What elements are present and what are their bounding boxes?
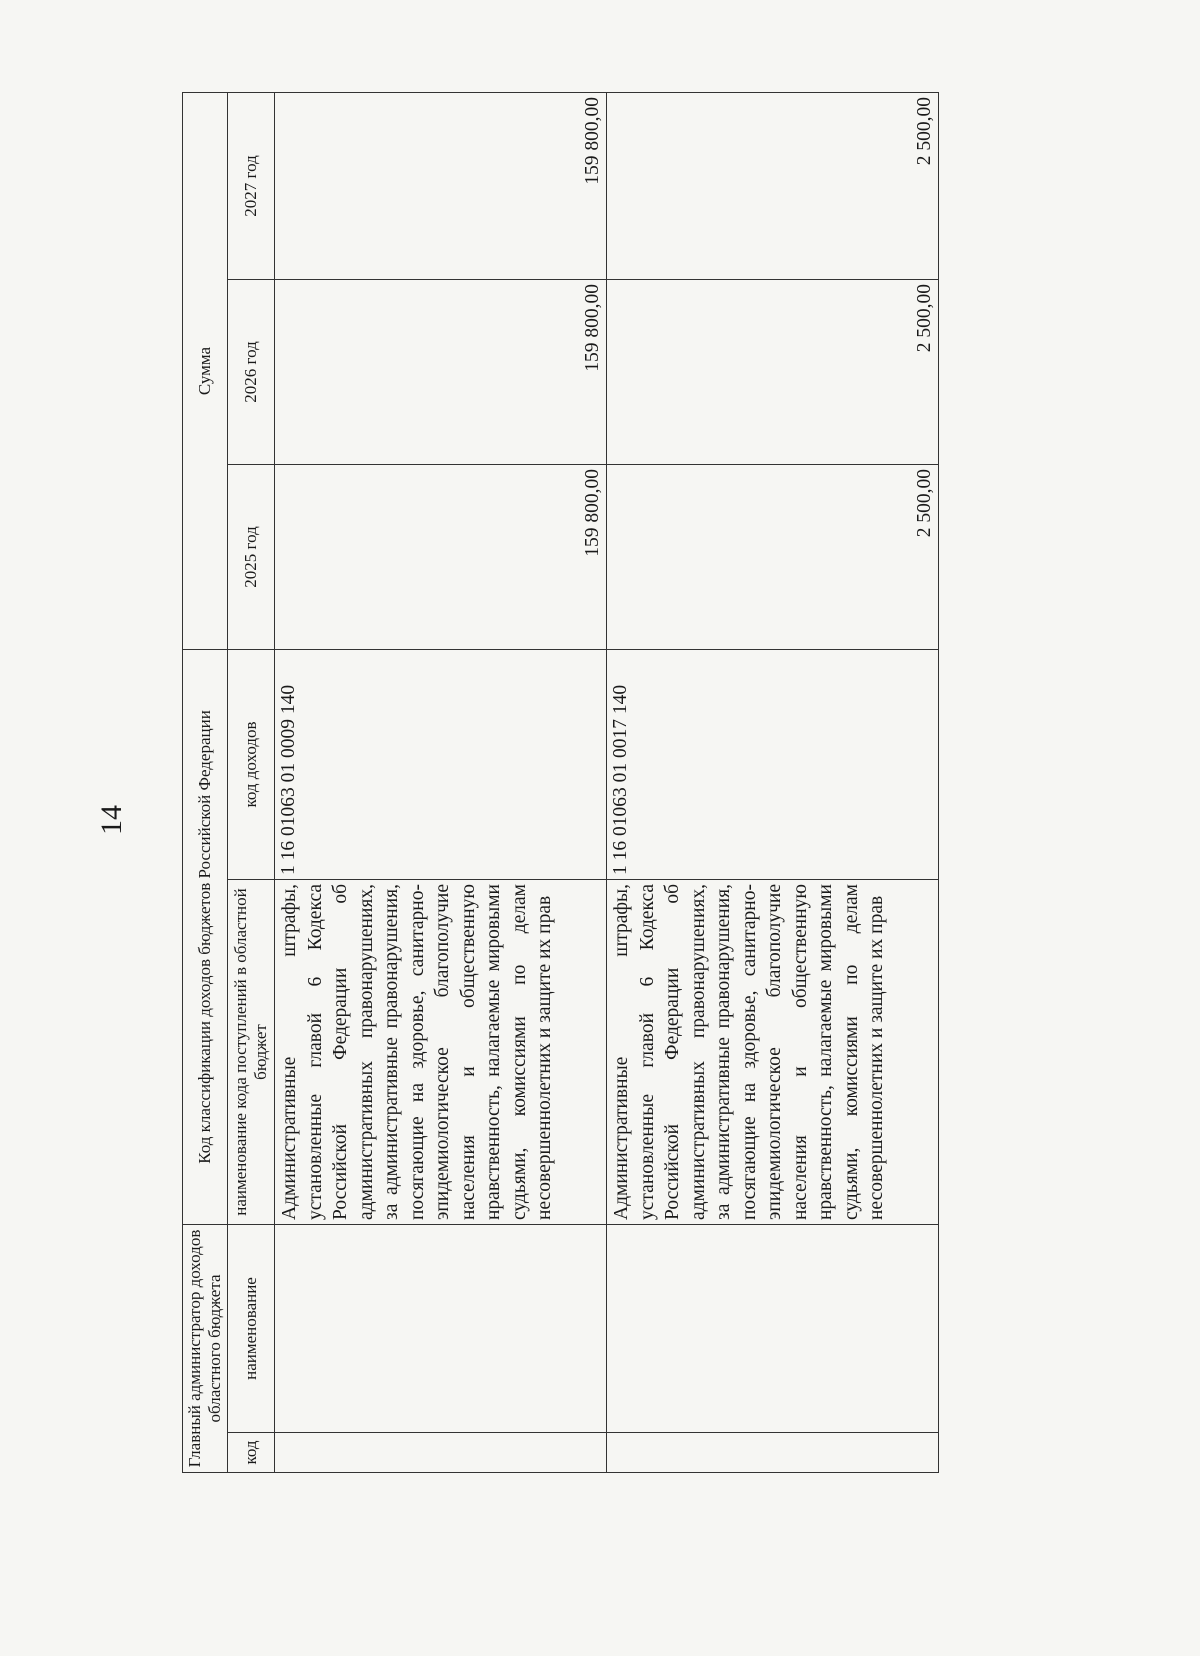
table-row (275, 92, 607, 1472)
revenue-name-cell: Административные штрафы, установленные главой 6 Кодекса Российской Федерации об административных правонарушениях, за административные правонарушения, посягающие на здоровье, санитарно-эпидемиологическое благополучие населения и общественную нравственность, налагаемые мировыми судьями, комиссиями по делам несовершеннолетних и защите их прав (607, 880, 939, 1225)
header-row-2 (228, 92, 275, 1472)
rotated-table-frame (182, 93, 997, 1473)
year-2026-header: 2026 год (228, 279, 275, 464)
revenue-code-header: код доходов (228, 649, 275, 879)
admin-name-cell (275, 1225, 607, 1433)
admin-code-header: код (228, 1433, 275, 1473)
year-2027-header: 2027 год (228, 92, 275, 279)
sum-group-header: Сумма (183, 92, 228, 649)
classification-group-header: Код классификации доходов бюджетов Российской Федерации (183, 649, 228, 1224)
sum-2027-cell: 2 500,00 (607, 92, 939, 279)
page-number: 14 (95, 805, 128, 835)
sum-2025-cell: 159 800,00 (275, 464, 607, 649)
revenue-code-cell: 1 16 01063 01 0017 140 (607, 649, 939, 879)
revenue-code-cell: 1 16 01063 01 0009 140 (275, 649, 607, 879)
sum-2027-cell: 159 800,00 (275, 92, 607, 279)
admin-name-header: наименование (228, 1225, 275, 1433)
sum-2025-cell: 2 500,00 (607, 464, 939, 649)
header-row-1 (183, 92, 228, 1472)
sum-2026-cell: 159 800,00 (275, 279, 607, 464)
year-2025-header: 2025 год (228, 464, 275, 649)
admin-code-cell (607, 1433, 939, 1473)
revenue-table (182, 92, 939, 1473)
rotated-table-inner (182, 93, 997, 1473)
revenue-name-cell: Административные штрафы, установленные главой 6 Кодекса Российской Федерации об административных правонарушениях, за административные правонарушения, посягающие на здоровье, санитарно-эпидемиологическое благополучие населения и общественную нравственность, налагаемые мировыми судьями, комиссиями по делам несовершеннолетних и защите их прав (275, 880, 607, 1225)
table-row (607, 92, 939, 1472)
sum-2026-cell: 2 500,00 (607, 279, 939, 464)
revenue-name-header: наименование кода поступлений в областной бюджет (228, 880, 275, 1225)
admin-name-cell (607, 1225, 939, 1433)
admin-group-header: Главный администратор доходов областного бюджета (183, 1225, 228, 1473)
admin-code-cell (275, 1433, 607, 1473)
